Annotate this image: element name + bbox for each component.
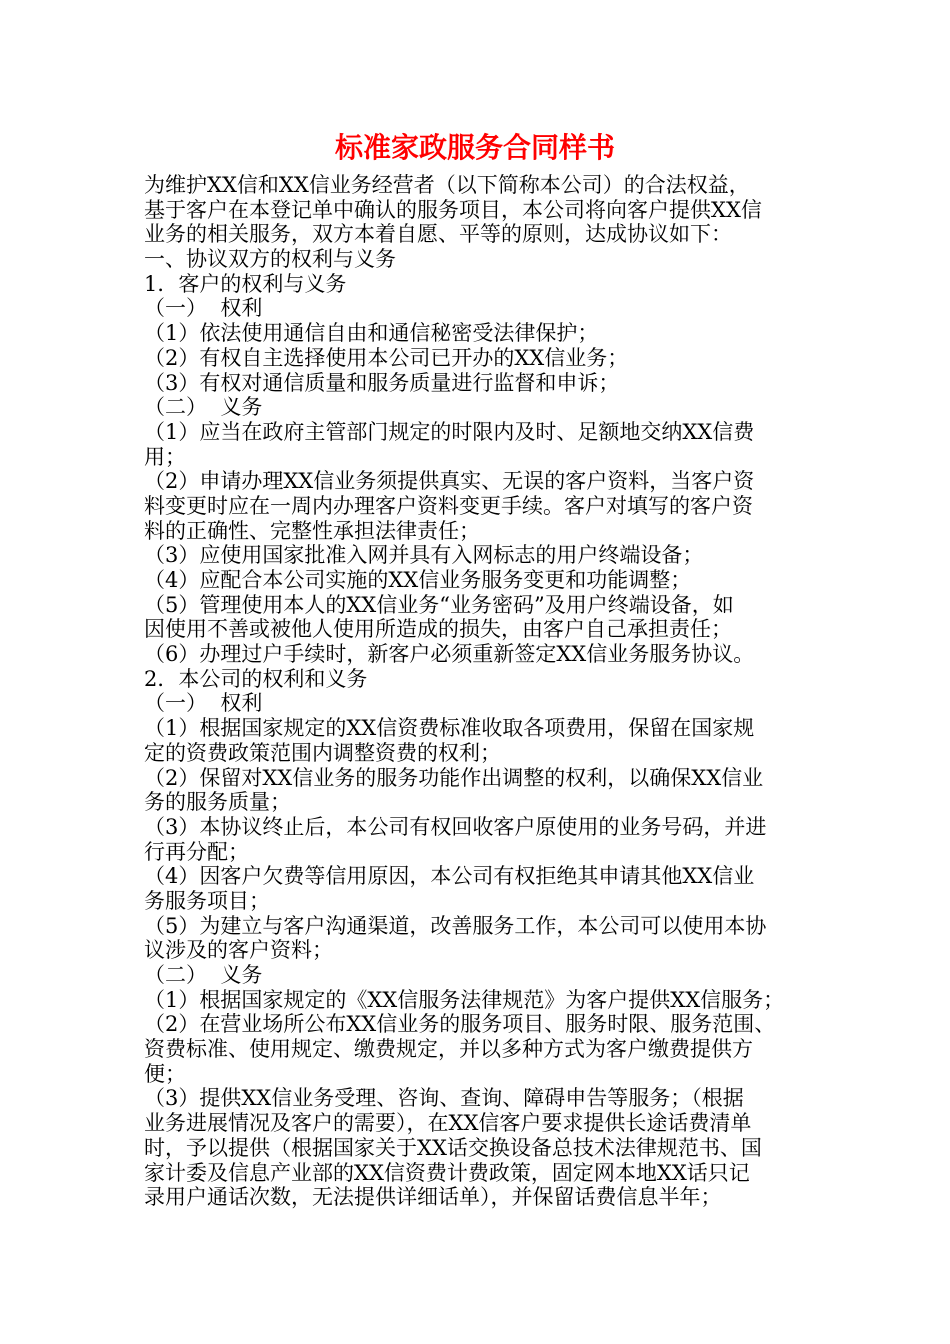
document-line: （二） 义务 <box>144 963 263 987</box>
document-line: （3）应使用国家批准入网并具有入网标志的用户终端设备； <box>144 543 704 568</box>
document-line: 务服务项目； <box>144 888 270 913</box>
document-line: （5）管理使用本人的XX信业务“业务密码”及用户终端设备，如 <box>144 592 734 617</box>
document-line: 1．客户的权利与义务 <box>144 271 347 296</box>
document-line: 务的服务质量； <box>144 790 291 815</box>
document-line: （1）根据国家规定的XX信资费标准收取各项费用，保留在国家规 <box>144 716 755 741</box>
document-line: 2．本公司的权利和义务 <box>144 666 368 691</box>
document-line: 基于客户在本登记单中确认的服务项目，本公司将向客户提供XX信 <box>144 197 762 222</box>
document-title: 标准家政服务合同样书 <box>334 131 615 164</box>
document-line: 时，予以提供（根据国家关于XX话交换设备总技术法律规范书、国 <box>144 1135 762 1160</box>
document-line: 家计委及信息产业部的XX信资费计费政策，固定网本地XX话只记 <box>144 1160 750 1185</box>
document-line: （6）办理过户手续时，新客户必须重新签定XX信业务服务协议。 <box>144 642 755 667</box>
document-line: （二） 义务 <box>144 395 263 420</box>
document-line: 录用户通话次数，无法提供详细话单），并保留话费信息半年； <box>144 1185 722 1210</box>
document-line: （1）应当在政府主管部门规定的时限内及时、足额地交纳XX信费 <box>144 419 755 444</box>
document-line: （2）保留对XX信业务的服务功能作出调整的权利，以确保XX信业 <box>144 765 764 790</box>
document-line: 为维护XX信和XX信业务经营者（以下简称本公司）的合法权益， <box>144 173 750 197</box>
document-line: （1）依法使用通信自由和通信秘密受法律保护； <box>144 321 599 346</box>
document-line: （4）应配合本公司实施的XX信业务服务变更和功能调整； <box>144 568 692 592</box>
document-line: （3）本协议终止后，本公司有权回收客户原使用的业务号码，并进 <box>144 814 767 839</box>
document-line: 业务的相关服务，双方本着自愿、平等的原则，达成协议如下： <box>144 222 732 247</box>
document-line: 资费标准、使用规定、缴费规定，并以多种方式为客户缴费提供方 <box>144 1037 753 1062</box>
document-line: 用； <box>144 444 186 469</box>
document-line: 行再分配； <box>144 839 249 864</box>
document-line: 业务进展情况及客户的需要），在XX信客户要求提供长途话费清单 <box>144 1111 752 1136</box>
document-line: 一、协议双方的权利与义务 <box>144 247 396 272</box>
document-line: （4）因客户欠费等信用原因，本公司有权拒绝其申请其他XX信业 <box>144 864 755 889</box>
document-body <box>144 173 812 1210</box>
document-line: 料的正确性、完整性承担法律责任； <box>144 518 480 543</box>
document-line: （1）根据国家规定的《XX信服务法律规范》为客户提供XX信服务； <box>144 987 785 1012</box>
document-line: 因使用不善或被他人使用所造成的损失，由客户自己承担责任； <box>144 617 732 642</box>
document-line: 议涉及的客户资料； <box>144 938 333 963</box>
document-line: （2）有权自主选择使用本公司已开办的XX信业务； <box>144 345 629 370</box>
document-line: （3）提供XX信业务受理、咨询、查询、障碍申告等服务；（根据 <box>144 1086 744 1111</box>
document-line: 定的资费政策范围内调整资费的权利； <box>144 740 501 765</box>
document-line: （一） 权利 <box>144 691 263 716</box>
document-line: （5）为建立与客户沟通渠道，改善服务工作，本公司可以使用本协 <box>144 913 767 938</box>
document-line: （一） 权利 <box>144 296 263 321</box>
document-line: （3）有权对通信质量和服务质量进行监督和申诉； <box>144 370 620 395</box>
document-line: （2）申请办理XX信业务须提供真实、无误的客户资料，当客户资 <box>144 469 755 494</box>
document-line: （2）在营业场所公布XX信业务的服务项目、服务时限、服务范围、 <box>144 1012 776 1037</box>
document-line: 便； <box>144 1061 186 1086</box>
document-line: 料变更时应在一周内办理客户资料变更手续。客户对填写的客户资 <box>144 493 753 518</box>
